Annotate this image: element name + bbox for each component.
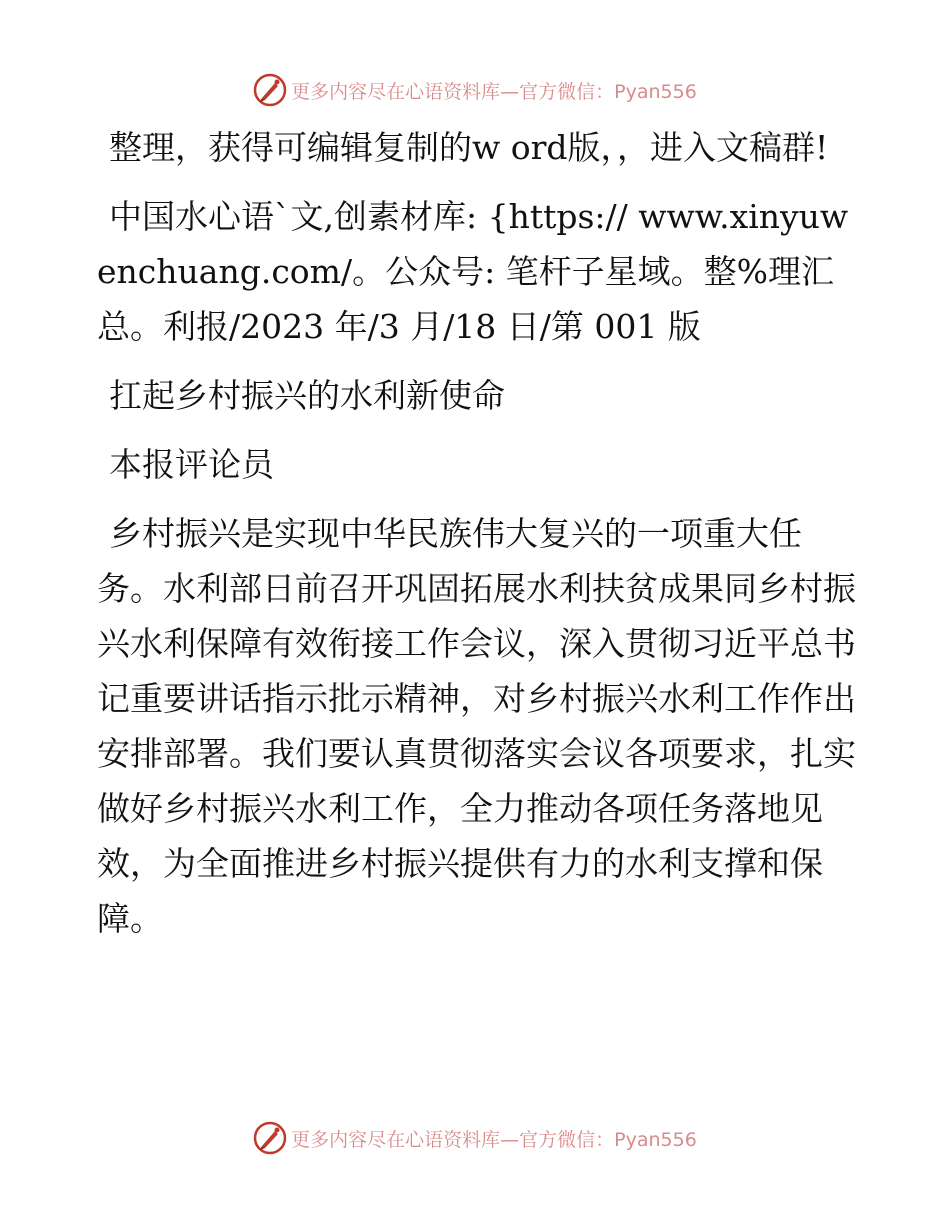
article-author: 本报评论员	[109, 445, 274, 484]
header-banner-text: 更多内容尽在心语资料库—官方微信：Pyan556	[291, 80, 697, 103]
header-banner-inner	[253, 73, 697, 107]
pen-logo-icon	[253, 1121, 287, 1155]
footer-banner-inner	[253, 1121, 697, 1155]
pen-logo-icon	[253, 73, 287, 107]
article-title: 扛起乡村振兴的水利新使命	[109, 376, 505, 415]
article-paragraph: 乡村振兴是实现中华民族伟大复兴的一项重大任务。水利部日前召开巩固拓展水利扶贫成果同乡村振兴水利保障有效衔接工作会议，深入贯彻习近平总书记重要讲话指示批示精神，对乡村振兴水利工作作出安排部署。我们要认真贯彻落实会议各项要求，扎实做好乡村振兴水利工作，全力推动各项任务落地见效，为全面推进乡村振兴提供有力的水利支撑和保障。	[97, 514, 856, 938]
source-paragraph: 中国水心语`文,创素材库: {https:// www.xinyuwenchuang.com/。公众号: 笔杆子星域。整%理汇总。利报/2023 年/3 月/18 日/第 001 版	[97, 197, 849, 346]
document-body	[97, 120, 857, 966]
header-banner	[0, 70, 950, 110]
footer-banner	[0, 1118, 950, 1158]
footer-banner-text: 更多内容尽在心语资料库—官方微信：Pyan556	[291, 1128, 697, 1151]
intro-paragraph: 整理，获得可编辑复制的w ord版，，进入文稿群!	[109, 128, 829, 167]
